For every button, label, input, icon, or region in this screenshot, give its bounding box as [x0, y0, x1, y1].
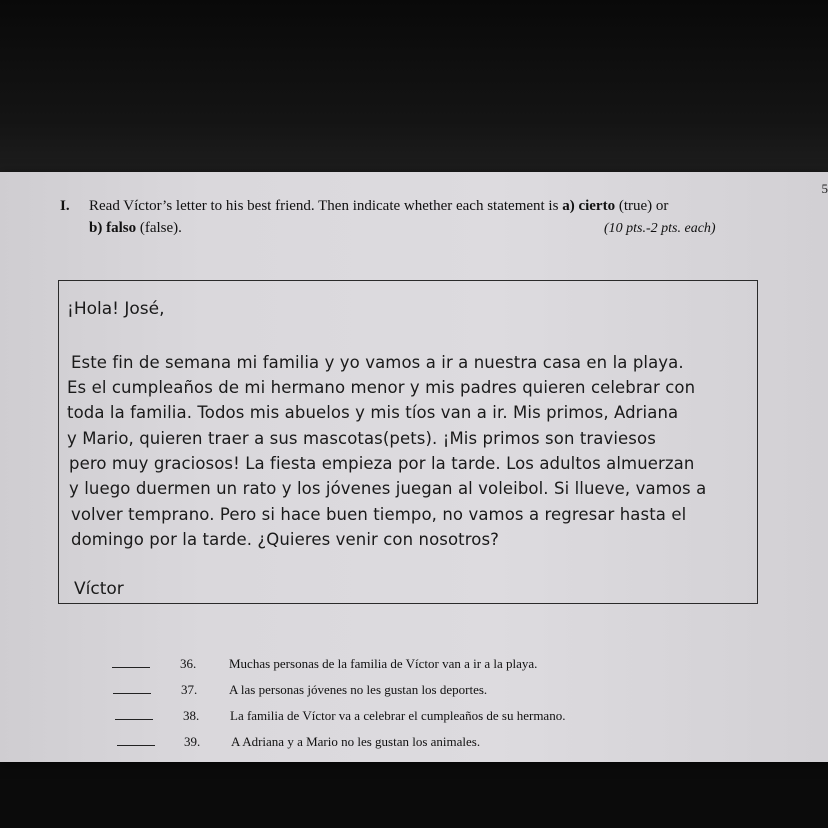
letter-signature: Víctor — [74, 579, 124, 599]
instruction-text: Read Víctor’s letter to his best friend. Then indicate whether each statement is — [89, 198, 563, 214]
question-number: 37. — [181, 682, 198, 697]
worksheet-page — [0, 172, 828, 762]
letter-line: volver temprano. Pero si hace buen tiempo, no vamos a regresar hasta el — [71, 505, 687, 524]
question-number: 36. — [180, 656, 197, 671]
instruction-line-1 — [89, 198, 668, 215]
question-text: A Adriana y a Mario no les gustan los animales. — [231, 734, 481, 749]
letter-line: y Mario, quieren traer a sus mascotas(pets). ¡Mis primos son traviesos — [67, 429, 656, 448]
instruction-line-2 — [89, 220, 182, 237]
letter-box — [58, 280, 758, 604]
option-falso: b) falso — [89, 220, 137, 236]
question-number: 38. — [183, 708, 200, 723]
letter-line: Este fin de semana mi familia y yo vamos a ir a nuestra casa en la playa. — [71, 353, 684, 372]
letter-greeting: ¡Hola! José, — [67, 299, 165, 319]
option-cierto: a) cierto — [562, 198, 616, 214]
answer-blank[interactable] — [115, 719, 153, 720]
letter-line: y luego duermen un rato y los jóvenes juegan al voleibol. Si llueve, vamos a — [69, 479, 707, 498]
letter-line: domingo por la tarde. ¿Quieres venir con nosotros? — [71, 530, 500, 549]
points-note: (10 pts.-2 pts. each) — [604, 221, 716, 236]
page-corner-number: 5 — [821, 181, 828, 196]
letter-line: toda la familia. Todos mis abuelos y mis tíos van a ir. Mis primos, Adriana — [67, 403, 679, 422]
letter-line: Es el cumpleaños de mi hermano menor y mis padres quieren celebrar con — [67, 378, 696, 397]
answer-blank[interactable] — [112, 667, 150, 668]
question-text: A las personas jóvenes no les gustan los deportes. — [229, 682, 488, 697]
question-number: 39. — [184, 734, 201, 749]
instruction-text-false: (false). — [136, 220, 182, 236]
answer-blank[interactable] — [117, 745, 155, 746]
section-numeral: I. — [60, 198, 70, 214]
dark-background — [0, 0, 828, 172]
letter-line: pero muy graciosos! La fiesta empieza por la tarde. Los adultos almuerzan — [69, 454, 695, 473]
instruction-text-suffix: (true) or — [615, 198, 669, 214]
question-text: La familia de Víctor va a celebrar el cumpleaños de su hermano. — [230, 708, 566, 723]
question-text: Muchas personas de la familia de Víctor van a ir a la playa. — [229, 656, 538, 671]
answer-blank[interactable] — [113, 693, 151, 694]
